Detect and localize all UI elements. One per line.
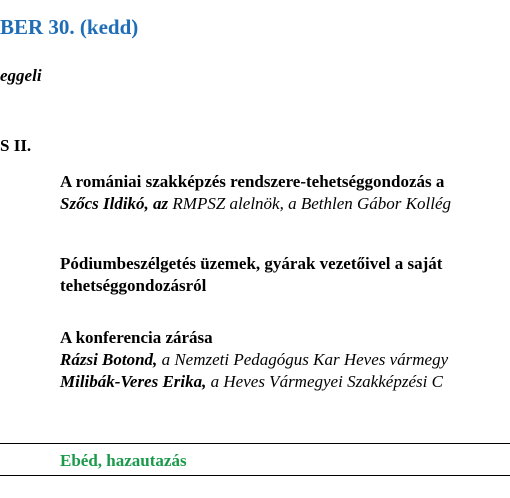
table-divider	[0, 443, 510, 444]
speaker-role: RMPSZ alelnök, a Bethlen Gábor Kollég	[168, 194, 451, 213]
agenda-item-title: A romániai szakképzés rendszere-tehetséggondozás a	[60, 172, 445, 191]
speaker-line	[60, 350, 448, 370]
speaker-name: Szőcs Ildikó, az	[60, 194, 169, 213]
agenda-item-title-continued: tehetséggondozásról	[60, 276, 207, 295]
speaker-line	[60, 194, 451, 214]
lunch-item: Ebéd, hazautazás	[60, 451, 187, 470]
speaker-role: a Heves Vármegyei Szakképzési C	[206, 372, 443, 391]
speaker-name: Rázsi Botond,	[60, 350, 158, 369]
speaker-role: a Nemzeti Pedagógus Kar Heves vármegy	[157, 350, 449, 369]
agenda-item-title: Pódiumbeszélgetés üzemek, gyárak vezetőivel a saját	[60, 254, 443, 273]
agenda-item-title: A konferencia zárása	[60, 328, 213, 347]
speaker-name: Milibák-Veres Erika,	[60, 372, 207, 391]
speaker-line	[60, 372, 443, 392]
section-label: S II.	[0, 136, 32, 155]
date-heading: BER 30. (kedd)	[0, 15, 139, 39]
table-divider	[0, 475, 510, 476]
time-of-day-label: eggeli	[0, 66, 42, 85]
